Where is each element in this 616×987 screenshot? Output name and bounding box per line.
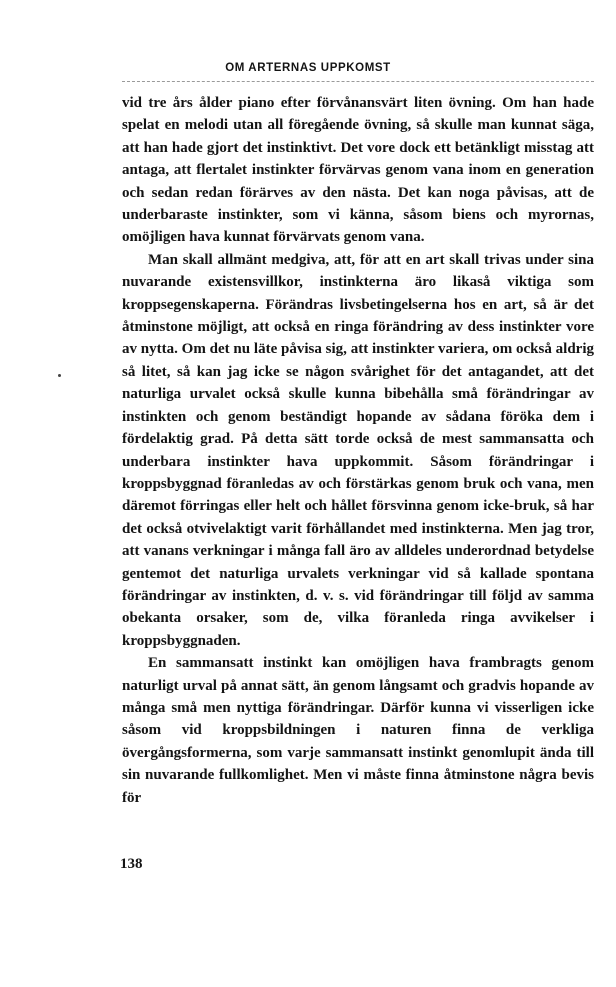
header-rule <box>122 81 594 82</box>
paragraph-1: vid tre års ålder piano efter förvånansvärt liten övning. Om han hade spelat en melodi utan all föregående övning, så skulle man kunnat säga, att han hade gjort det instinktivt. Det vore dock ett betänkligt misstag att antaga, att flertalet instinkter förvärvas genom vana inom en generation och sedan redan förärves av den nästa. Det kan noga påvisas, att de underbaraste instinkter, som vi känna, såsom biens och myrornas, omöjligen hava kunnat förvärvats genom vana. <box>122 95 594 246</box>
body-text <box>122 92 594 809</box>
running-head: OM ARTERNAS UPPKOMST <box>225 62 391 74</box>
margin-mark <box>58 374 61 377</box>
page-number: 138 <box>120 856 143 872</box>
paragraph-3: En sammansatt instinkt kan omöjligen hava frambragts genom naturligt urval på annat sätt, än genom långsamt och gradvis hopande av många små men nyttiga förändringar. Därför kunna vi visserligen icke såsom vid kroppsbildningen i naturen finna de verkliga övergångsformerna, som varje sammansatt instinkt genomlupit ända till sin nuvarande fullkomlighet. Men vi måste finna åtminstone några bevis för <box>122 655 594 806</box>
paragraph-2: Man skall allmänt medgiva, att, för att en art skall trivas under sina nuvarande existensvillkor, instinkterna äro likaså viktiga som kroppsegenskaperna. Förändras livsbetingelserna hos en art, så är det åtminstone möjligt, att också en ringa förändring av dess instinkter vore av nytta. Om det nu läte påvisa sig, att instinkter variera, om också aldrig så litet, så kan jag icke se någon svårighet för det antagandet, att det naturliga urvalet också skulle kunna bibehålla små förändringar av instinkten och genom beständigt hopande av sådana föröka dem i fördelaktig grad. På detta sätt torde också de mest sammansatta och underbara instinkter hava uppkommit. Såsom förändringar i kroppsbyggnad föranledas av och förstärkas genom bruk och vana, men däremot förringas eller helt och hållet försvinna genom icke-bruk, så har det också otvivelaktigt varit förhållandet med instinkterna. Men jag tror, att vanans verkningar i många fall äro av alldeles underordnad betydelse gentemot det naturliga urvalets verkningar vid så kallade spontana förändringar av instinkten, d. v. s. vid förändringar till följd av samma obekanta orsaker, som de, vilka föranleda ringa avvikelser i kroppsbyggnaden. <box>122 251 594 649</box>
